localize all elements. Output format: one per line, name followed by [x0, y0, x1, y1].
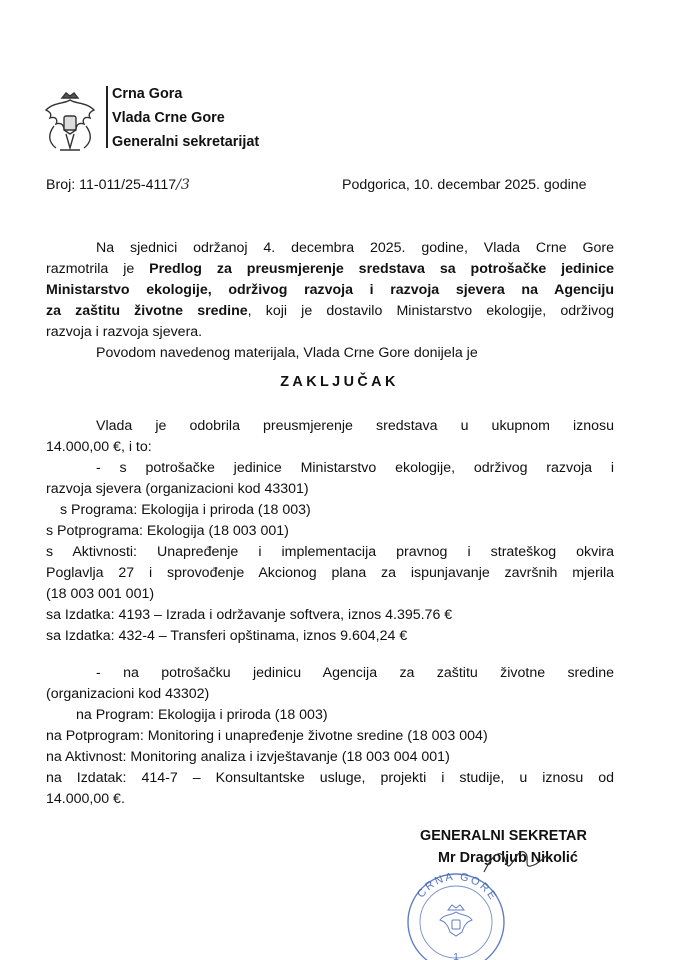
stamp-text: CRNA GORE — [415, 870, 500, 904]
body-line-17: na Izdatak: 414-7 – Konsultantske usluge, projekti i studije, u iznosu od — [46, 770, 614, 786]
intro-line-1: Na sjednici održanoj 4. decembra 2025. godine, Vlada Crne Gore — [96, 240, 614, 256]
header-divider — [106, 86, 108, 148]
intro-line-4: za zaštitu životne sredine, koji je dostavilo Ministarstvo ekologije, održivog — [46, 303, 614, 319]
body-line-1: Vlada je odobrila preusmjerenje sredstava u ukupnom iznosu — [96, 418, 614, 434]
header-secretariat: Generalni sekretarijat — [112, 134, 260, 150]
body-line-16: na Aktivnost: Monitoring analiza i izvještavanje (18 003 004 001) — [46, 749, 450, 765]
body-line-9: (18 003 001 001) — [46, 586, 155, 602]
body-line-6: s Potprograma: Ekologija (18 003 001) — [46, 523, 289, 539]
intro-line-5: razvoja i razvoja sjevera. — [46, 324, 203, 340]
signature-name: Mr Dragoljub Nikolić — [438, 850, 578, 866]
body-line-8: Poglavlja 27 i sprovođenje Akcionog plana za ispunjavanje završnih mjerila — [46, 565, 614, 581]
stamp-number: 1 — [453, 952, 459, 960]
place-date: Podgorica, 10. decembar 2025. godine — [342, 177, 587, 193]
intro-paragraph-2: Povodom navedenog materijala, Vlada Crne Gore donijela je — [96, 345, 478, 361]
official-stamp-icon — [398, 860, 510, 960]
handwritten-suffix: /3 — [176, 177, 190, 193]
body-line-7: s Aktivnosti: Unapređenje i implementacija pravnog i strateškog okvira — [46, 544, 614, 560]
signature-title: GENERALNI SEKRETAR — [420, 828, 587, 844]
body-line-2: 14.000,00 €, i to: — [46, 439, 152, 455]
document-number: Broj: 11-011/25-4117/3 — [46, 177, 190, 193]
body-line-14: na Program: Ekologija i priroda (18 003) — [76, 707, 328, 723]
body-line-15: na Potprogram: Monitoring i unapređenje životne sredine (18 003 004) — [46, 728, 488, 744]
body-line-11: sa Izdatka: 432-4 – Transferi opštinama, iznos 9.604,24 € — [46, 628, 408, 644]
body-line-3: - s potrošačke jedinice Ministarstvo ekologije, održivog razvoja i — [96, 460, 614, 476]
body-line-4: razvoja sjevera (organizacioni kod 43301) — [46, 481, 309, 497]
body-line-5: s Programa: Ekologija i priroda (18 003) — [60, 502, 311, 518]
body-line-18: 14.000,00 €. — [46, 791, 125, 807]
conclusion-title: ZAKLJUČAK — [280, 374, 399, 390]
header-country: Crna Gora — [112, 86, 183, 102]
svg-text:CRNA GORE — [415, 871, 499, 903]
intro-line-3: Ministarstvo ekologije, održivog razvoja i razvoja sjevera na Agenciju — [46, 282, 614, 298]
body-line-13: (organizacioni kod 43302) — [46, 686, 210, 702]
intro-line-2: razmotrila je Predlog za preusmjerenje sredstava sa potrošačke jedinice — [46, 261, 614, 277]
header-government: Vlada Crne Gore — [112, 110, 225, 126]
coat-of-arms-icon — [40, 90, 100, 156]
body-line-10: sa Izdatka: 4193 – Izrada i održavanje softvera, iznos 4.395.76 € — [46, 607, 453, 623]
body-line-12: - na potrošačku jedinicu Agencija za zaštitu životne sredine — [96, 665, 614, 681]
